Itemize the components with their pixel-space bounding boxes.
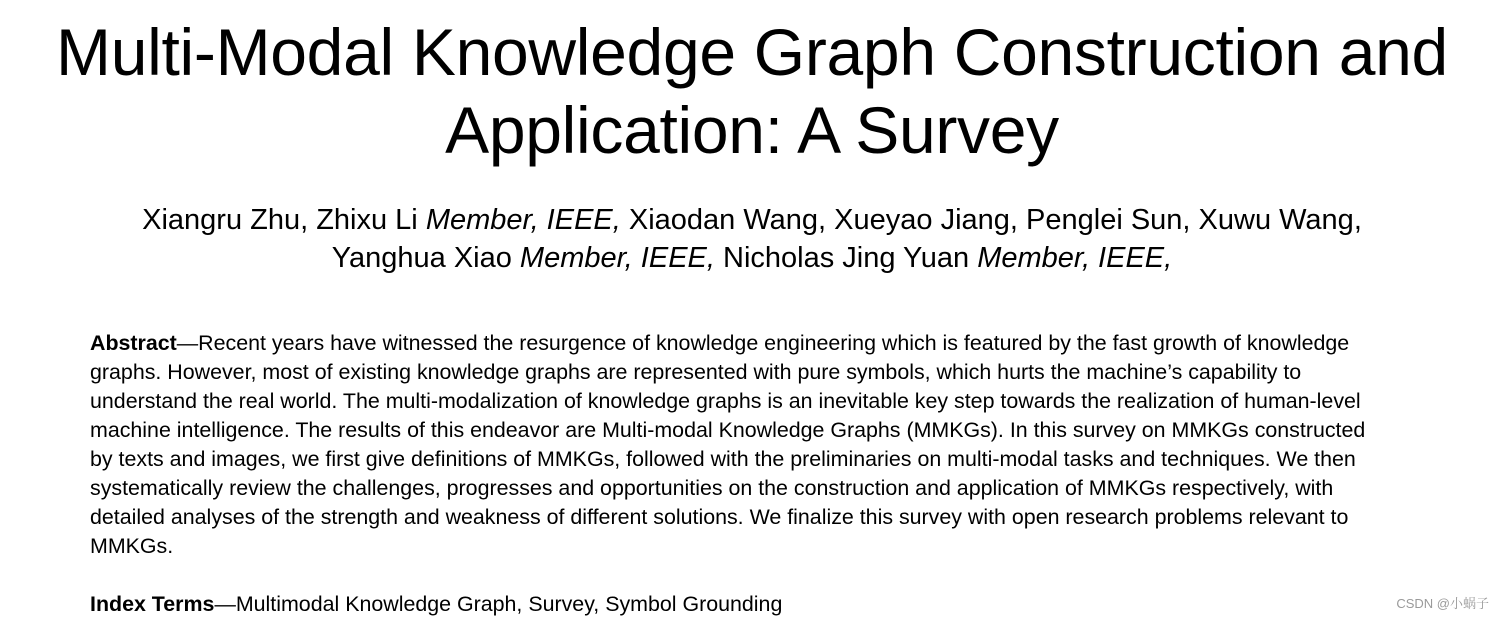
abstract-text-1: —Recent years have witnessed the resurgence of knowledge engineering which is featured by the fast growth of knowledge [176, 331, 1350, 355]
abstract-label: Abstract [90, 331, 177, 355]
abstract-line-8: MMKGs. [90, 534, 174, 558]
abstract-line-2: graphs. However, most of existing knowledge graphs are represented with pure symbols, which hurts the machine’s capability to [90, 360, 1302, 384]
author-affiliation-2b: Member, IEEE, [977, 242, 1173, 274]
author-line-2 [0, 239, 1504, 277]
abstract [90, 329, 1430, 561]
index-terms-label: Index Terms [90, 592, 215, 616]
author-names-1a: Xiangru Zhu, Zhixu Li [142, 204, 426, 236]
abstract-line-1 [90, 329, 1430, 358]
author-line-1 [0, 201, 1504, 239]
watermark: CSDN @小蜗子 [1396, 596, 1489, 611]
author-names-2a: Yanghua Xiao [331, 242, 520, 274]
index-terms [90, 590, 782, 619]
paper-title-line-1: Multi-Modal Knowledge Graph Construction and [56, 15, 1448, 89]
abstract-line-7: detailed analyses of the strength and weakness of different solutions. We finalize this survey with open research problems relevant to [90, 505, 1349, 529]
index-terms-text: —Multimodal Knowledge Graph, Survey, Symbol Grounding [214, 592, 783, 616]
author-list [0, 201, 1504, 277]
paper-title [0, 13, 1504, 169]
abstract-line-3: understand the real world. The multi-modalization of knowledge graphs is an inevitable key step towards the realization of human-level [90, 389, 1361, 413]
abstract-line-4: machine intelligence. The results of this endeavor are Multi-modal Knowledge Graphs (MMKGs). In this survey on MMKGs constructed [90, 418, 1366, 442]
paper-title-line-2: Application: A Survey [445, 93, 1059, 167]
abstract-line-5: by texts and images, we first give definitions of MMKGs, followed with the preliminaries on multi-modal tasks and techniques. We then [90, 447, 1356, 471]
author-affiliation-1a: Member, IEEE, [425, 204, 621, 236]
abstract-line-6: systematically review the challenges, progresses and opportunities on the construction and application of MMKGs respectively, with [90, 476, 1334, 500]
author-affiliation-2a: Member, IEEE, [519, 242, 715, 274]
author-names-2b: Nicholas Jing Yuan [714, 242, 978, 274]
author-names-1b: Xiaodan Wang, Xueyao Jiang, Penglei Sun, Xuwu Wang, [620, 204, 1362, 236]
